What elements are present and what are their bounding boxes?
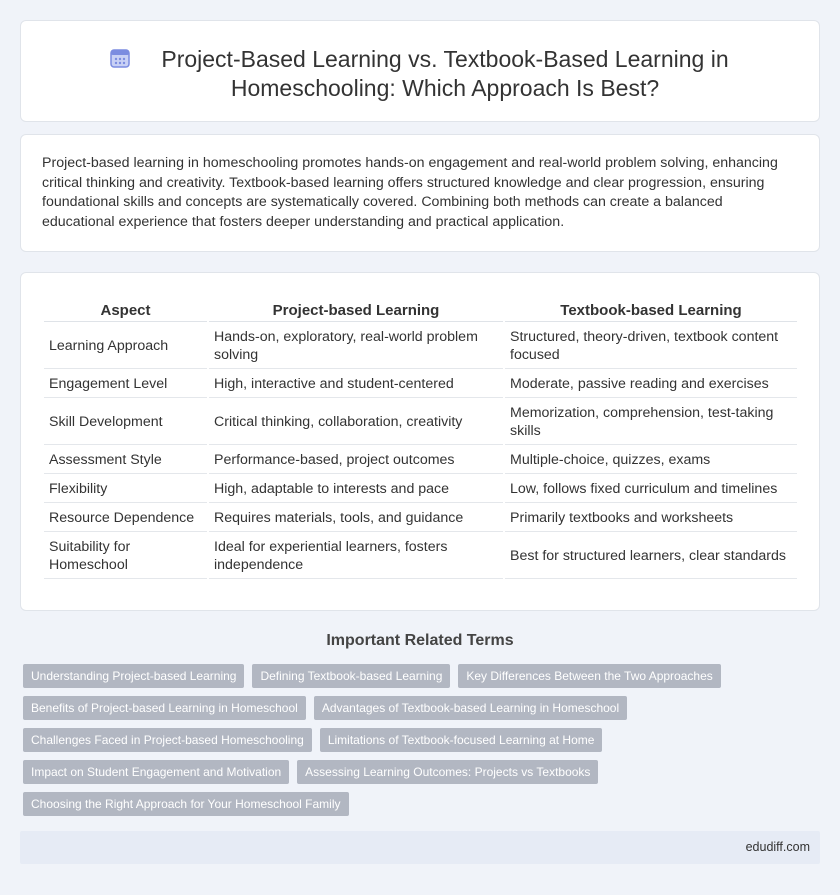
- tag-row: [23, 664, 803, 688]
- table-cell: Skill Development: [44, 400, 207, 445]
- summary-card: [20, 134, 820, 252]
- table-cell: Primarily textbooks and worksheets: [505, 505, 797, 532]
- table-row: [44, 400, 797, 445]
- column-header-project: Project-based Learning: [209, 297, 503, 322]
- table-cell: Learning Approach: [44, 324, 207, 369]
- related-terms-list: [23, 664, 803, 824]
- related-term-tag[interactable]: Defining Textbook-based Learning: [252, 664, 450, 688]
- table-cell: Suitability for Homeschool: [44, 534, 207, 579]
- table-cell: Critical thinking, collaboration, creativity: [209, 400, 503, 445]
- column-header-textbook: Textbook-based Learning: [505, 297, 797, 322]
- table-cell: Multiple-choice, quizzes, exams: [505, 447, 797, 474]
- table-cell: Structured, theory-driven, textbook content focused: [505, 324, 797, 369]
- table-cell: High, adaptable to interests and pace: [209, 476, 503, 503]
- related-term-tag[interactable]: Advantages of Textbook-based Learning in Homeschool: [314, 696, 627, 720]
- table-cell: Ideal for experiential learners, fosters independence: [209, 534, 503, 579]
- title-card: [20, 20, 820, 122]
- table-cell: High, interactive and student-centered: [209, 371, 503, 398]
- table-cell: Resource Dependence: [44, 505, 207, 532]
- table-cell: Best for structured learners, clear standards: [505, 534, 797, 579]
- table-row: [44, 447, 797, 474]
- table-cell: Hands-on, exploratory, real-world problem solving: [209, 324, 503, 369]
- table-row: [44, 324, 797, 369]
- tag-row: [23, 760, 803, 784]
- related-terms-heading: Important Related Terms: [326, 632, 514, 649]
- related-term-tag[interactable]: Assessing Learning Outcomes: Projects vs Textbooks: [297, 760, 598, 784]
- related-term-tag[interactable]: Key Differences Between the Two Approaches: [458, 664, 720, 688]
- table-row: [44, 505, 797, 532]
- related-term-tag[interactable]: Understanding Project-based Learning: [23, 664, 244, 688]
- table-cell: Performance-based, project outcomes: [209, 447, 503, 474]
- page-title: Project-Based Learning vs. Textbook-Based Learning in Homeschooling: Which Approach Is Best?: [161, 46, 729, 101]
- related-term-tag[interactable]: Choosing the Right Approach for Your Homeschool Family: [23, 792, 349, 816]
- table-cell: Engagement Level: [44, 371, 207, 398]
- footer-site-link[interactable]: edudiff.com: [745, 840, 810, 854]
- table-cell: Moderate, passive reading and exercises: [505, 371, 797, 398]
- table-row: [44, 371, 797, 398]
- comparison-table: [42, 295, 799, 581]
- table-cell: Low, follows fixed curriculum and timelines: [505, 476, 797, 503]
- summary-text: Project-based learning in homeschooling promotes hands-on engagement and real-world problem solving, enhancing critical thinking and creativity. Textbook-based learning offers structured knowledge and clear progression, ensuring foundational skills and concepts are systematically covered. Combining both methods can create a balanced educational experience that fosters deeper understanding and practical application.: [42, 155, 778, 230]
- column-header-aspect: Aspect: [44, 297, 207, 322]
- footer: [20, 831, 820, 864]
- table-cell: Flexibility: [44, 476, 207, 503]
- table-row: [44, 476, 797, 503]
- related-term-tag[interactable]: Limitations of Textbook-focused Learning at Home: [320, 728, 603, 752]
- table-cell: Assessment Style: [44, 447, 207, 474]
- related-term-tag[interactable]: Impact on Student Engagement and Motivation: [23, 760, 289, 784]
- related-term-tag[interactable]: Challenges Faced in Project-based Homeschooling: [23, 728, 312, 752]
- comparison-table-card: [20, 272, 820, 611]
- table-header-row: [44, 297, 797, 322]
- tag-row: [23, 728, 803, 752]
- table-cell: Requires materials, tools, and guidance: [209, 505, 503, 532]
- tag-row: [23, 696, 803, 720]
- table-row: [44, 534, 797, 579]
- related-term-tag[interactable]: Benefits of Project-based Learning in Homeschool: [23, 696, 306, 720]
- tag-row: [23, 792, 803, 816]
- table-cell: Memorization, comprehension, test-taking skills: [505, 400, 797, 445]
